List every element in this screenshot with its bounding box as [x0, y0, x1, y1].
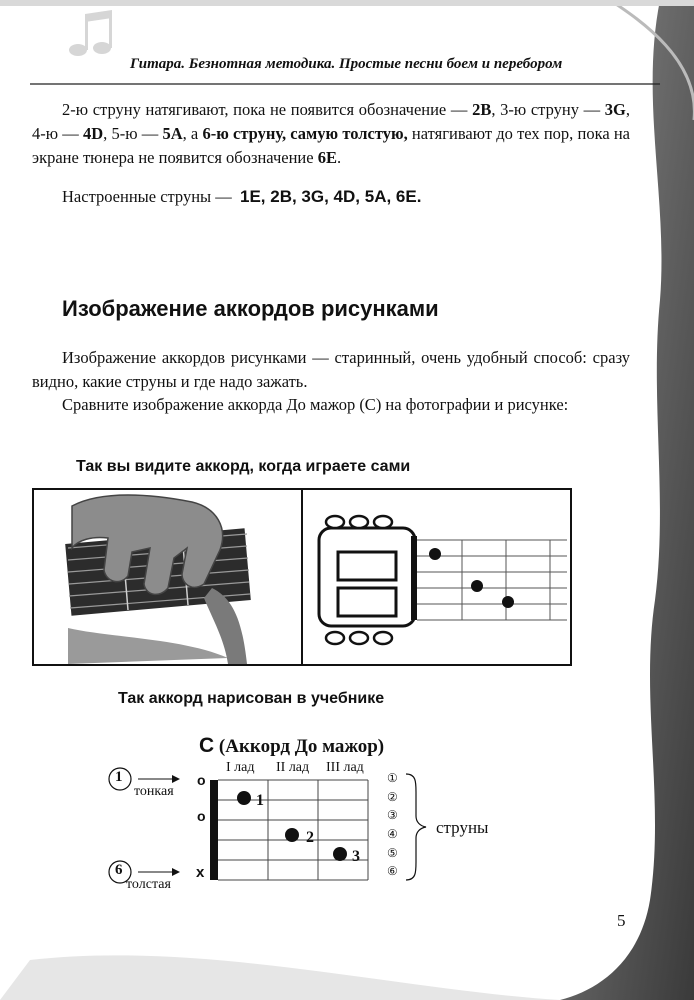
thin-string-number: 1 — [115, 769, 123, 785]
finger-number-1: 1 — [256, 792, 264, 809]
finger-dot-1 — [237, 791, 251, 805]
chord-diagram — [190, 774, 390, 886]
tuned-notes: 1E, 2B, 3G, 4D, 5A, 6E. — [240, 187, 422, 206]
fret-label-2: II лад — [276, 760, 310, 775]
figure-1-caption: Так вы видите аккорд, когда играете сами — [76, 458, 411, 475]
string-number-3: ③ — [387, 808, 398, 822]
string-number-5: ⑤ — [387, 846, 398, 860]
strings-label: струны — [436, 818, 489, 837]
section-paragraph-2: Сравните изображение аккорда До мажор (С) на фотографии и рисунке: — [62, 395, 569, 414]
chord-name: (Аккорд До мажор) — [218, 736, 385, 757]
section-paragraph-1: Изображение аккордов рисунками — старинный, очень удобный способ: сразу видно, какие струны и где надо зажать. — [32, 348, 630, 391]
finger-dot-3 — [333, 847, 347, 861]
chord-letter: C — [199, 734, 215, 757]
thick-string-label: толстая — [126, 877, 171, 892]
string-number-2: ② — [387, 790, 398, 804]
section-title: Изображение аккордов рисунками — [62, 296, 439, 321]
fret-label-3: III лад — [326, 760, 364, 775]
tuning-paragraph: 2-ю струну натягивают, пока не появится обозначение — 2B, 3-ю струну — 3G, 4-ю — 4D, 5-ю — 5A, а 6-ю струну, самую толстую, натягивают до тех пор, пока на экране тюнера не появится обозначение 6E. — [32, 100, 631, 167]
chord-title — [199, 734, 384, 758]
fret-label-1: I лад — [226, 760, 255, 775]
page-number: 5 — [617, 911, 626, 930]
figure-1 — [32, 488, 572, 666]
finger-dot-2 — [285, 828, 299, 842]
strings-brace — [402, 772, 432, 882]
finger-number-3: 3 — [352, 848, 360, 865]
tuned-strings-line: Настроенные струны — 1E, 2B, 3G, 4D, 5A, 6E. — [62, 187, 422, 206]
open-mark-2: o — [197, 808, 206, 824]
figure-2-caption: Так аккорд нарисован в учебнике — [118, 690, 385, 707]
thin-string-label: тонкая — [134, 784, 174, 799]
string-number-1: ① — [387, 771, 398, 785]
mute-mark: x — [196, 864, 205, 881]
header-title: Гитара. Безнотная методика. Простые песни боем и перебором — [130, 56, 563, 72]
string-number-6: ⑥ — [387, 864, 398, 878]
open-mark-1: o — [197, 772, 206, 788]
thick-string-number: 6 — [115, 862, 123, 878]
music-notes-icon — [69, 10, 112, 56]
string-number-4: ④ — [387, 827, 398, 841]
finger-number-2: 2 — [306, 829, 314, 846]
